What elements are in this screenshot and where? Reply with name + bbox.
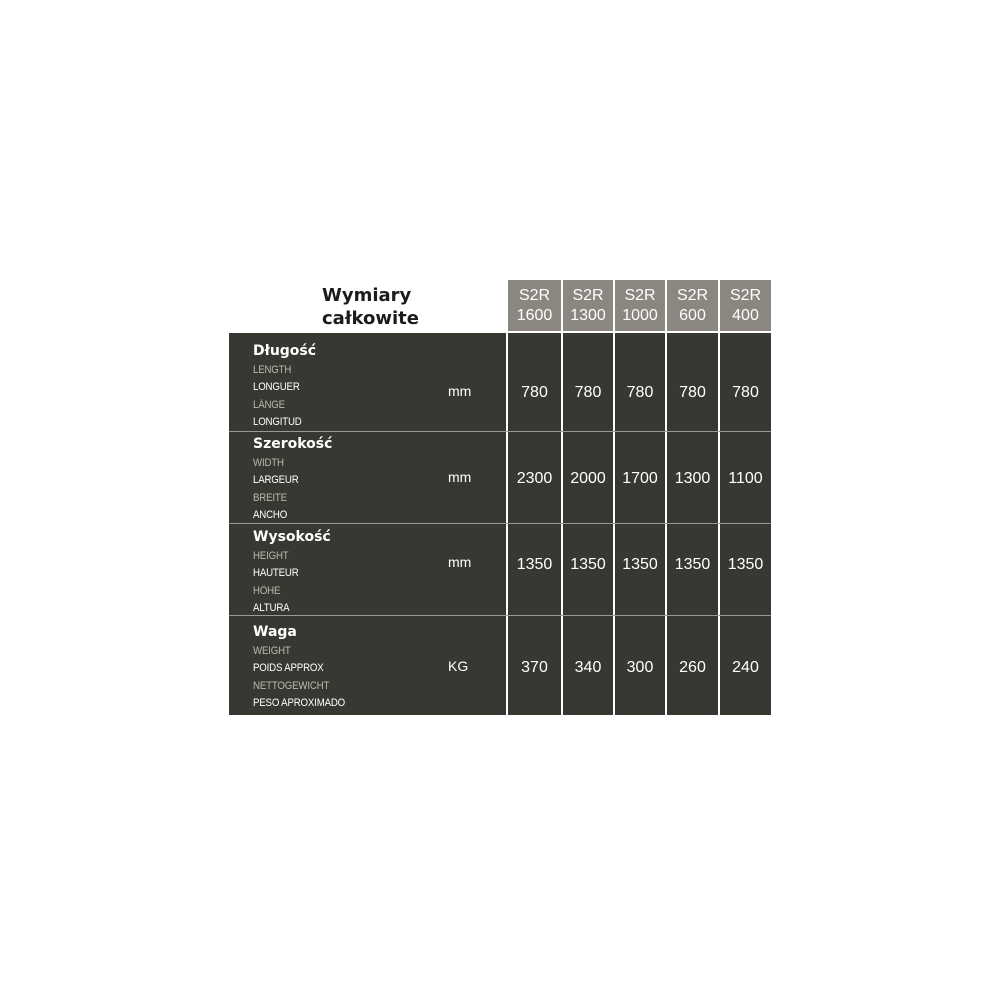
table-cell: 240: [732, 659, 759, 676]
row-label-length: [253, 342, 316, 431]
model-size: 1300: [570, 306, 606, 324]
row-translation: PESO APROXIMADO: [253, 696, 346, 709]
row-unit: mm: [448, 469, 472, 485]
table-cell: 1700: [622, 470, 658, 487]
row-translation: NETTOGEWICHT: [253, 679, 330, 692]
table-cell: 1300: [674, 470, 711, 487]
model-size: 600: [679, 306, 706, 324]
row-translation: HAUTEUR: [253, 567, 299, 580]
table-cell: 2300: [516, 470, 553, 487]
row-translation: WIDTH: [253, 457, 284, 469]
table-cell: 2000: [570, 470, 606, 487]
table-cell: 780: [679, 384, 706, 401]
table-cell: 370: [521, 659, 548, 676]
title-line-2: całkowite: [322, 308, 419, 329]
column-divider: [665, 280, 667, 715]
table-cell: 780: [732, 384, 759, 401]
model-name: S2R: [518, 286, 551, 304]
model-header: [563, 280, 613, 331]
model-header: [667, 280, 718, 331]
table-cell: 1350: [570, 556, 606, 573]
column-divider: [718, 280, 720, 715]
row-translation: ALTURA: [253, 601, 290, 614]
table-cell: 780: [521, 384, 548, 401]
column-divider: [561, 280, 563, 715]
model-size: 1600: [516, 306, 553, 324]
table-cell: 340: [574, 659, 602, 676]
row-translation: LÄNGE: [253, 398, 285, 411]
dimensions-table: [229, 280, 771, 715]
row-label-width: [253, 435, 332, 524]
row-title: Długość: [253, 343, 317, 359]
model-name: S2R: [572, 286, 604, 304]
row-title: Wysokość: [253, 529, 331, 545]
row-title: Szerokość: [253, 436, 333, 452]
column-divider: [506, 280, 508, 715]
model-name: S2R: [729, 286, 762, 304]
table-cell: 1350: [516, 556, 553, 573]
table-cell: 1350: [727, 556, 764, 573]
row-translation: LENGTH: [253, 364, 292, 376]
table-cell: 300: [626, 659, 654, 676]
row-translation: WEIGHT: [253, 645, 291, 657]
row-unit: mm: [448, 383, 472, 399]
table-cell: 1350: [622, 556, 658, 573]
row-label-height: [253, 528, 331, 617]
row-label-weight: [253, 623, 358, 712]
row-translation: LONGITUD: [253, 415, 302, 428]
table-cell: 780: [574, 384, 602, 401]
model-header: [615, 280, 665, 331]
row-unit: mm: [448, 554, 472, 570]
table-title: [322, 284, 419, 330]
row-title: Waga: [253, 624, 297, 640]
title-line-1: Wymiary: [322, 285, 412, 306]
row-translation: BREITE: [253, 491, 287, 504]
column-divider: [613, 280, 615, 715]
row-translation: LONGUER: [253, 381, 300, 394]
model-header: [720, 280, 771, 331]
model-name: S2R: [624, 286, 656, 304]
row-translation: ANCHO: [253, 508, 288, 521]
row-unit: KG: [448, 658, 469, 674]
table-cell: 1350: [674, 556, 711, 573]
model-name: S2R: [676, 286, 709, 304]
table-cell: 780: [626, 384, 654, 401]
model-header: [508, 280, 561, 331]
table-cell: 260: [679, 659, 706, 676]
row-translation: POIDS APPROX: [253, 662, 324, 675]
row-translation: HÖHE: [253, 584, 281, 597]
model-size: 400: [732, 306, 759, 324]
table-cell: 1100: [728, 470, 763, 487]
row-translation: HEIGHT: [253, 550, 289, 562]
model-size: 1000: [622, 306, 658, 324]
row-translation: LARGEUR: [253, 474, 299, 487]
